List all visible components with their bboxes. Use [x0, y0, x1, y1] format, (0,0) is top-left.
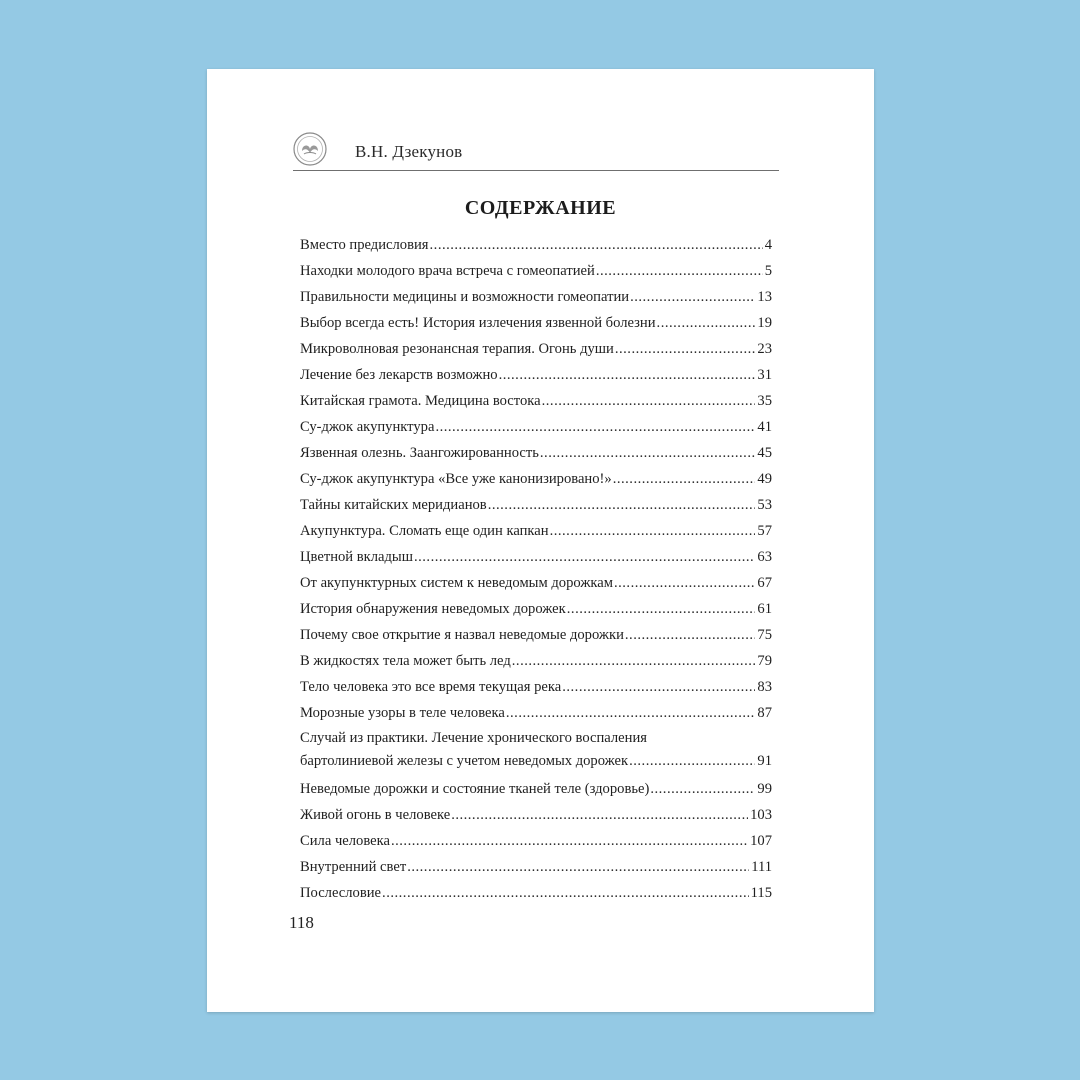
table-of-contents	[300, 232, 772, 906]
toc-item-title: Китайская грамота. Медицина востока	[300, 393, 541, 409]
toc-item	[300, 648, 772, 674]
toc-item-title: Лечение без лекарств возможно	[300, 367, 498, 383]
toc-item-title: Неведомые дорожки и состояние тканей теле (здоровье)	[300, 781, 650, 797]
toc-item-page: 115	[750, 885, 772, 901]
toc-leader-dots	[562, 674, 755, 700]
toc-item-page: 4	[764, 237, 772, 253]
toc-item-title: Выбор всегда есть! История излечения язвенной болезни	[300, 315, 656, 331]
toc-item-title: Тело человека это все время текущая река	[300, 679, 562, 695]
running-header	[293, 132, 779, 171]
toc-item	[300, 700, 772, 726]
toc-leader-dots	[629, 750, 755, 772]
toc-item-page: 63	[757, 549, 772, 565]
toc-item-page: 41	[757, 419, 772, 435]
toc-item-page: 61	[757, 601, 772, 617]
toc-item	[300, 232, 772, 258]
toc-item-page: 67	[757, 575, 772, 591]
toc-item-page: 75	[757, 627, 772, 643]
toc-leader-dots	[382, 880, 749, 906]
toc-item-page: 103	[750, 807, 772, 823]
toc-item-page: 19	[757, 315, 772, 331]
toc-item	[300, 258, 772, 284]
toc-item	[300, 492, 772, 518]
toc-item-title: От акупунктурных систем к неведомым дорожкам	[300, 575, 613, 591]
toc-item	[300, 388, 772, 414]
toc-item	[300, 880, 772, 906]
toc-item-title: Внутренний свет	[300, 859, 407, 875]
toc-item	[300, 466, 772, 492]
toc-item	[300, 570, 772, 596]
toc-leader-dots	[542, 388, 756, 414]
toc-leader-dots	[613, 466, 756, 492]
toc-item-page: 91	[757, 753, 772, 769]
toc-item-multiline	[300, 726, 772, 772]
toc-leader-dots	[615, 336, 756, 362]
toc-leader-dots	[614, 570, 755, 596]
toc-leader-dots	[596, 258, 763, 284]
toc-item	[300, 362, 772, 388]
toc-item-title: Цветной вкладыш	[300, 549, 413, 565]
toc-item	[300, 310, 772, 336]
page-number: 118	[289, 913, 314, 932]
toc-leader-dots	[391, 828, 748, 854]
toc-leader-dots	[435, 414, 755, 440]
toc-item-title: Су-джок акупунктура «Все уже канонизировано!»	[300, 471, 612, 487]
toc-item-page: 107	[750, 833, 772, 849]
toc-leader-dots	[506, 700, 756, 726]
toc-item-page: 5	[764, 263, 772, 279]
toc-item-title: Микроволновая резонансная терапия. Огонь души	[300, 341, 614, 357]
toc-item-page: 31	[757, 367, 772, 383]
toc-leader-dots	[567, 596, 756, 622]
toc-leader-dots	[550, 518, 756, 544]
toc-leader-dots	[625, 622, 756, 648]
toc-item-title: В жидкостях тела может быть лед	[300, 653, 511, 669]
toc-leader-dots	[407, 854, 749, 880]
toc-item-title: Правильности медицины и возможности гомеопатии	[300, 289, 630, 305]
toc-leader-dots	[657, 310, 756, 336]
toc-item-page: 99	[757, 781, 772, 797]
toc-item-title: История обнаружения неведомых дорожек	[300, 601, 566, 617]
toc-item-title: Живой огонь в человеке	[300, 807, 451, 823]
toc-item	[300, 284, 772, 310]
toc-item-title: Находки молодого врача встреча с гомеопатией	[300, 263, 595, 279]
toc-item-title: Язвенная олезнь. Заангожированность	[300, 445, 539, 461]
toc-item-page: 53	[757, 497, 772, 513]
toc-item-page: 23	[757, 341, 772, 357]
toc-item-title-line1: Случай из практики. Лечение хронического воспаления	[300, 730, 647, 746]
toc-item	[300, 622, 772, 648]
toc-item-page: 83	[757, 679, 772, 695]
toc-leader-dots	[488, 492, 756, 518]
toc-leader-dots	[451, 802, 748, 828]
toc-item-page: 87	[757, 705, 772, 721]
toc-leader-dots	[630, 284, 755, 310]
toc-item-title: Послесловие	[300, 885, 382, 901]
toc-leader-dots	[512, 648, 756, 674]
toc-item-page: 111	[751, 859, 772, 875]
toc-item-title: Сила человека	[300, 833, 390, 849]
toc-item	[300, 802, 772, 828]
toc-item-page: 57	[757, 523, 772, 539]
toc-leader-dots	[430, 232, 763, 258]
toc-item-page: 35	[757, 393, 772, 409]
toc-leader-dots	[650, 776, 755, 802]
toc-item-page: 45	[757, 445, 772, 461]
toc-item	[300, 518, 772, 544]
toc-item-title: Тайны китайских меридианов	[300, 497, 487, 513]
toc-item-page: 13	[757, 289, 772, 305]
toc-item-title: Почему свое открытие я назвал неведомые дорожки	[300, 627, 624, 643]
toc-item	[300, 828, 772, 854]
book-page	[207, 69, 874, 1012]
toc-leader-dots	[414, 544, 755, 570]
toc-item-title-line2: бартолиниевой железы с учетом неведомых дорожек	[300, 753, 629, 769]
toc-item	[300, 674, 772, 700]
toc-item	[300, 414, 772, 440]
toc-item	[300, 776, 772, 802]
toc-item	[300, 336, 772, 362]
toc-item	[300, 854, 772, 880]
toc-item	[300, 440, 772, 466]
toc-leader-dots	[499, 362, 756, 388]
toc-item	[300, 596, 772, 622]
publisher-logo-icon	[293, 132, 327, 166]
toc-item-title: Вместо предисловия	[300, 237, 429, 253]
toc-item	[300, 544, 772, 570]
toc-leader-dots	[540, 440, 756, 466]
author-name: В.Н. Дзекунов	[355, 142, 463, 161]
toc-item-page: 49	[757, 471, 772, 487]
toc-item-title: Морозные узоры в теле человека	[300, 705, 505, 721]
toc-title: СОДЕРЖАНИЕ	[464, 197, 617, 219]
toc-item-title: Акупунктура. Сломать еще один капкан	[300, 523, 549, 539]
toc-item-title: Су-джок акупунктура	[300, 419, 435, 435]
toc-item-page: 79	[757, 653, 772, 669]
